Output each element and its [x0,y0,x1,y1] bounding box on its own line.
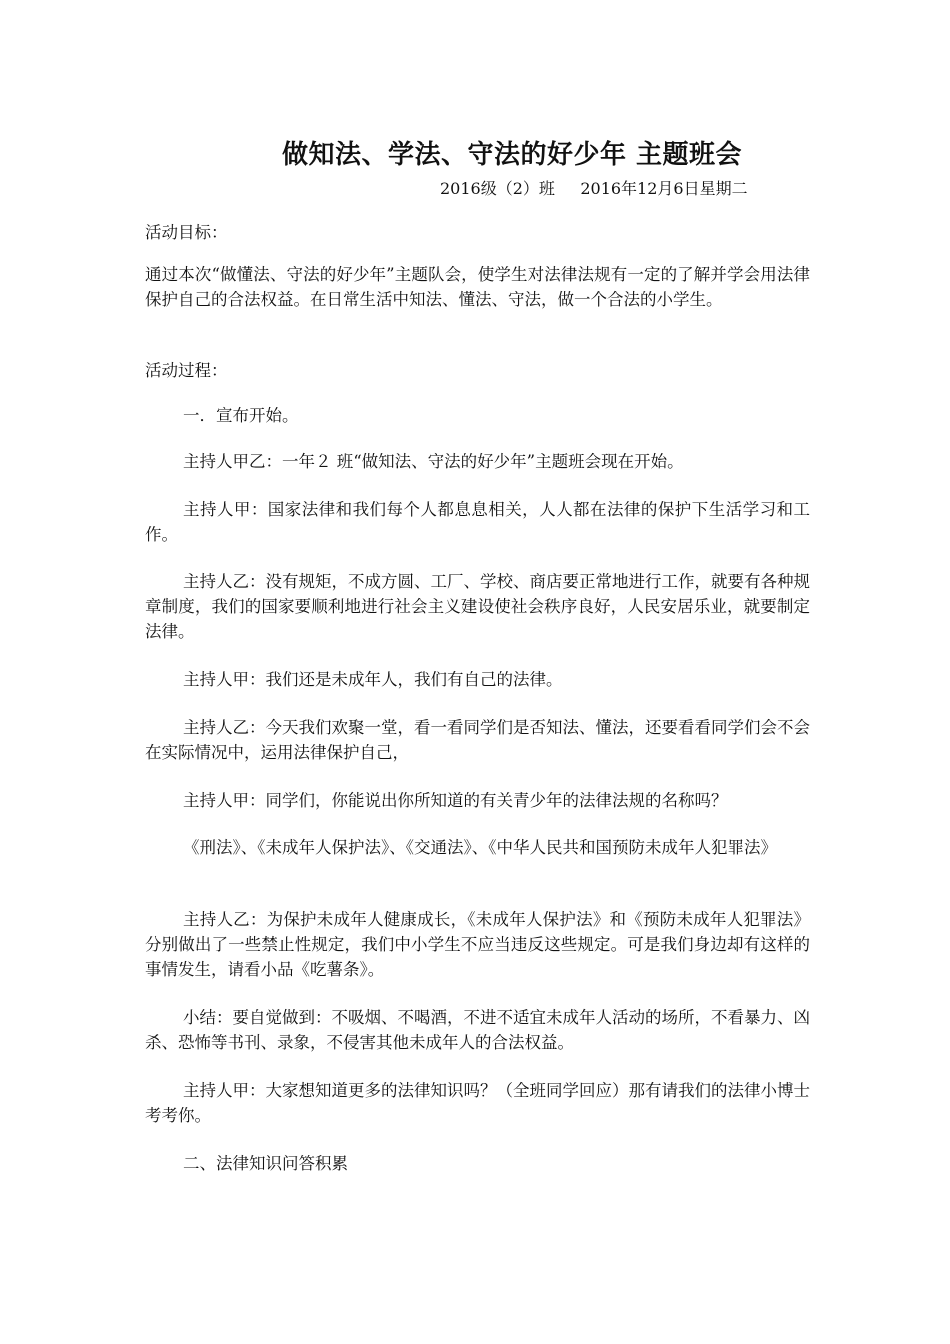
section-heading-goal: 活动目标： [145,223,228,242]
dialogue-paragraph: 主持人甲乙：一年２ 班“做知法、守法的好少年”主题班会现在开始。 [183,452,684,471]
law-list-paragraph: 《刑法》、《未成年人保护法》、《交通法》、《中华人民共和国预防未成年人犯罪法》 [183,838,777,857]
goal-paragraph: 通过本次“做懂法、守法的好少年”主题队会，使学生对法律法规有一定的了解并学会用法律保护自己的合法权益。在日常生活中知法、懂法、守法，做一个合法的小学生。 [145,265,810,309]
step-two-heading: 二、法律知识问答积累 [183,1154,348,1173]
dialogue-paragraph: 主持人乙：为保护未成年人健康成长，《未成年人保护法》和《预防未成年人犯罪法》分别做出了一些禁止性规定，我们中小学生不应当违反这些规定。可是我们身边却有这样的事情发生，请看小品《吃薯条》。 [145,910,810,979]
dialogue-paragraph: 主持人甲：同学们，你能说出你所知道的有关青少年的法律法规的名称吗？ [183,791,728,810]
class-date-line: 2016级（2）班 2016年12月6日星期二 [440,179,748,198]
step-one-heading: 一．宣布开始。 [183,406,299,425]
dialogue-paragraph: 主持人乙：今天我们欢聚一堂，看一看同学们是否知法、懂法，还要看看同学们会不会在实际情况中，运用法律保护自己， [145,718,810,762]
dialogue-paragraph: 主持人乙：没有规矩，不成方圆、工厂、学校、商店要正常地进行工作，就要有各种规章制度，我们的国家要顺利地进行社会主义建设使社会秩序良好，人民安居乐业，就要制定法律。 [145,572,810,641]
dialogue-paragraph: 主持人甲：国家法律和我们每个人都息息相关，人人都在法律的保护下生活学习和工作。 [145,500,810,544]
dialogue-paragraph: 主持人甲：我们还是未成年人，我们有自己的法律。 [183,670,563,689]
summary-paragraph: 小结：要自觉做到：不吸烟、不喝酒，不进不适宜未成年人活动的场所，不看暴力、凶杀、恐怖等书刊、录象，不侵害其他未成年人的合法权益。 [145,1008,810,1052]
document-title: 做知法、学法、守法的好少年 主题班会 [282,140,743,170]
dialogue-paragraph: 主持人甲：大家想知道更多的法律知识吗？（全班同学回应）那有请我们的法律小博士考考你。 [145,1081,810,1125]
section-heading-process: 活动过程： [145,361,228,380]
